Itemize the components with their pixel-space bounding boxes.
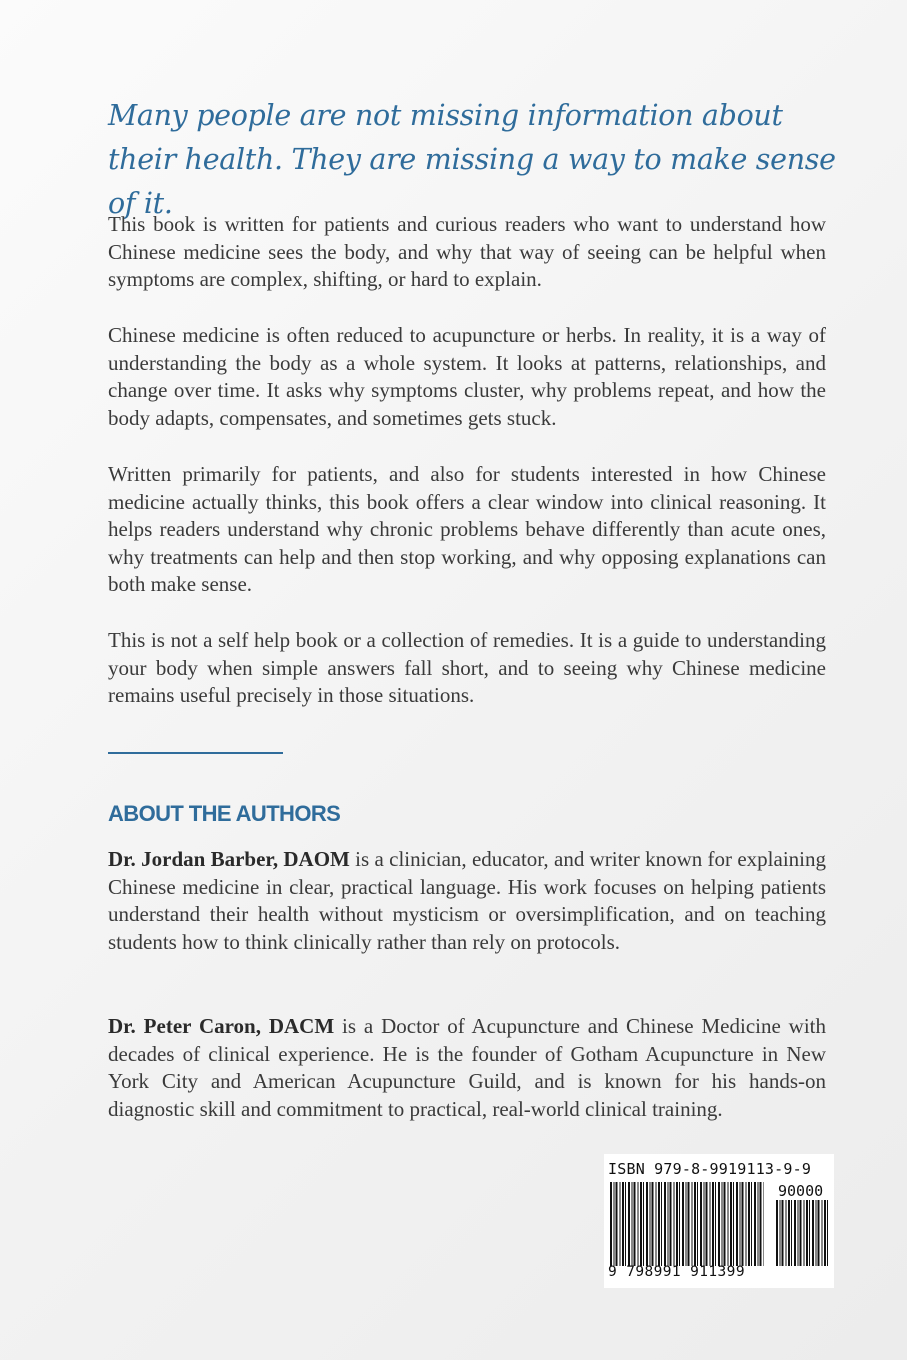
barcode-bar	[715, 1182, 716, 1266]
barcode-bar	[804, 1200, 805, 1266]
barcode-bar	[625, 1182, 626, 1266]
barcode-bar	[782, 1200, 784, 1266]
barcode-bar	[632, 1182, 633, 1266]
barcode-bar	[812, 1200, 814, 1266]
barcode-bar	[764, 1182, 765, 1266]
barcode-bar	[786, 1200, 787, 1266]
barcode-bar	[688, 1182, 690, 1266]
barcode-bar	[658, 1182, 660, 1266]
barcode-bar	[694, 1182, 696, 1266]
barcode-bar	[791, 1200, 792, 1266]
author-bio-2	[108, 1013, 826, 1123]
barcode-bar	[722, 1182, 723, 1266]
about-authors-heading: ABOUT THE AUTHORS	[108, 801, 341, 826]
barcode-bar	[620, 1182, 621, 1266]
barcode-bar	[822, 1200, 823, 1266]
barcode-bar	[670, 1182, 672, 1266]
barcode-bar	[758, 1182, 759, 1266]
barcode-bar	[610, 1182, 612, 1266]
barcode-bar	[692, 1182, 693, 1266]
barcode-bar	[638, 1182, 639, 1266]
barcode-bar	[712, 1182, 714, 1266]
barcode-bar	[806, 1200, 808, 1266]
barcode-bar	[809, 1200, 810, 1266]
barcode-bar	[776, 1200, 778, 1266]
barcode-bar	[728, 1182, 729, 1266]
barcode-bar	[800, 1200, 802, 1266]
barcode-bar	[724, 1182, 726, 1266]
ean-digits: 9 798991 911399	[608, 1264, 745, 1280]
barcode-bar	[697, 1182, 698, 1266]
barcode-bar	[656, 1182, 657, 1266]
tagline: Many people are not missing information about their health. They are missing a way to make sense of it.	[108, 99, 836, 220]
author-bio-1	[108, 846, 826, 956]
description-paragraph-4: This is not a self help book or a collection of remedies. It is a guide to understanding your body when simple answers fall short, and to seeing why Chinese medicine remains useful precisely in those situations.	[108, 628, 826, 708]
barcode-bar	[704, 1182, 705, 1266]
description-paragraph-3: Written primarily for patients, and also for students interested in how Chinese medicine actually thinks, this book offers a clear window into clinical reasoning. It helps readers understand why chronic problems behave differently than acute ones, why treatments can help and then stop working, and why opposing explanations can both make sense.	[108, 462, 826, 597]
barcode-bar	[794, 1200, 796, 1266]
barcode-bar	[788, 1200, 790, 1266]
author-bio-text-1: is a clinician, educator, and writer known for explaining Chinese medicine in clear, practical language. His work focuses on helping patients understand their health without mysticism or oversimplification, and on teaching students how to think clinically rather than rely on protocols.	[108, 847, 826, 954]
barcode-bar	[674, 1182, 675, 1266]
barcode-bar	[798, 1200, 799, 1266]
barcode-bar	[736, 1182, 738, 1266]
barcode-bar	[706, 1182, 708, 1266]
barcode-bar	[682, 1182, 684, 1266]
barcode-bar	[742, 1182, 744, 1266]
barcode-bar	[748, 1182, 750, 1266]
barcode-bar	[676, 1182, 678, 1266]
barcode-bar	[700, 1182, 702, 1266]
barcode-bar	[780, 1200, 781, 1266]
barcode-bar	[622, 1182, 624, 1266]
ean-barcode-bars	[610, 1182, 764, 1266]
barcode-bar	[646, 1182, 648, 1266]
barcode-bar	[679, 1182, 680, 1266]
price-addon-digits: 90000	[778, 1182, 824, 1200]
barcode-bar	[686, 1182, 687, 1266]
description-paragraph-1: This book is written for patients and curious readers who want to understand how Chinese medicine sees the body, and why that way of seeing can be helpful when symptoms are complex, shifting, or hard to explain.	[108, 212, 826, 292]
barcode-bar	[634, 1182, 636, 1266]
author-bio-text-2: is a Doctor of Acupuncture and Chinese Medicine with decades of clinical experience. He is the founder of Gotham Acupuncture in New York City and American Acupuncture Guild, and is known for his hands-on diagnostic skill and commitment to practical, real-world clinical training.	[108, 1014, 826, 1121]
barcode-bar	[733, 1182, 734, 1266]
barcode-bar	[754, 1182, 756, 1266]
barcode-bar	[718, 1182, 720, 1266]
barcode-bar	[614, 1182, 615, 1266]
section-divider	[108, 752, 283, 754]
barcode-bar	[668, 1182, 669, 1266]
barcode-bar	[740, 1182, 741, 1266]
author-name-1: Dr. Jordan Barber, DAOM	[108, 847, 350, 871]
barcode-bar	[730, 1182, 732, 1266]
barcode-bar	[628, 1182, 630, 1266]
barcode-bar	[710, 1182, 711, 1266]
barcode-bar	[816, 1200, 817, 1266]
barcode-bar	[818, 1200, 820, 1266]
barcode-bar	[643, 1182, 644, 1266]
barcode-bar	[661, 1182, 662, 1266]
barcode-bar	[616, 1182, 618, 1266]
barcode-bar	[827, 1200, 828, 1266]
barcode-bar	[751, 1182, 752, 1266]
barcode-bar	[640, 1182, 642, 1266]
author-name-2: Dr. Peter Caron, DACM	[108, 1014, 335, 1038]
barcode-bar	[746, 1182, 747, 1266]
barcode-bar	[760, 1182, 762, 1266]
barcode-bar	[664, 1182, 666, 1266]
isbn-label: ISBN 979-8-9919113-9-9	[608, 1160, 812, 1178]
isbn-barcode	[604, 1154, 834, 1288]
barcode-bar	[650, 1182, 651, 1266]
addon-barcode-bars	[776, 1200, 830, 1266]
barcode-bar	[652, 1182, 654, 1266]
description-paragraph-2: Chinese medicine is often reduced to acupuncture or herbs. In reality, it is a way of understanding the body as a whole system. It looks at patterns, relationships, and change over time. It asks why symptoms cluster, why problems repeat, and how the body adapts, compensates, and sometimes gets stuck.	[108, 323, 826, 430]
barcode-bar	[824, 1200, 826, 1266]
